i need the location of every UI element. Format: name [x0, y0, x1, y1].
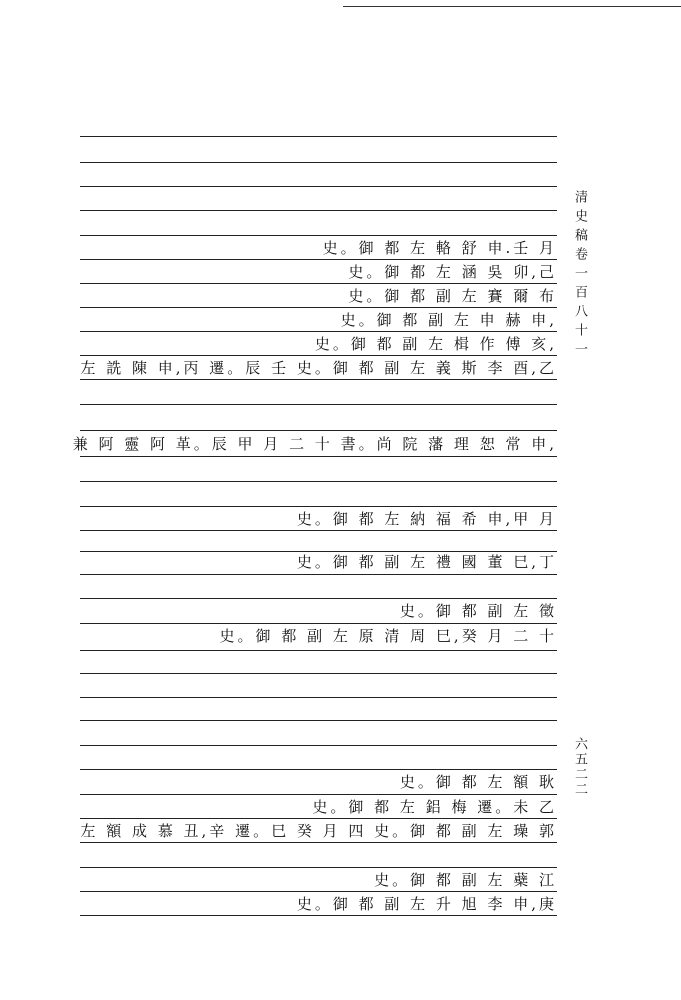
text-line: 史。御 都 副 左 賽 爾 布	[348, 287, 557, 305]
rule-line	[80, 430, 557, 431]
text-line: 史。御 都 副 左 禮 國 董 巳,丁	[296, 553, 557, 571]
rule-line	[80, 210, 557, 211]
rule-line	[80, 650, 557, 651]
rule-line	[80, 697, 557, 698]
text-line: 史。御 都 副 左 申 赫 申,	[340, 311, 557, 329]
rule-line	[80, 186, 557, 187]
text-line: 史。御 都 左 納 福 希 申,甲 月	[296, 510, 557, 528]
rule-line	[80, 574, 557, 575]
page-number: 六五二二	[572, 737, 587, 797]
text-line: 兼 阿 靈 阿 革。辰 甲 月 二 十 書。尚 院 藩 理 恕 常 申,	[72, 435, 557, 453]
rule-line	[80, 456, 557, 457]
rule-line	[80, 481, 557, 482]
text-line: 史。御 都 副 左 楫 作 傅 亥,	[314, 335, 557, 353]
rule-line	[80, 720, 557, 721]
rule-line	[80, 404, 557, 405]
text-line: 史。御 都 左 額 耿	[399, 773, 557, 791]
rule-line	[80, 745, 557, 746]
text-line: 左 詵 陳 申,丙 遷。辰 壬 史。御 都 副 左 義 斯 李 酉,乙	[80, 359, 557, 377]
text-line: 左 額 成 慕 丑,辛 遷。巳 癸 月 四 史。御 都 副 左 璪 郭	[80, 822, 557, 840]
top-border-line	[343, 6, 681, 7]
text-line: 史。御 都 左 輅 舒 申.壬 月	[322, 239, 557, 257]
text-line: 史。御 都 左 鋁 梅 遷。未 乙	[312, 798, 557, 816]
rule-line	[80, 673, 557, 674]
rule-line	[80, 136, 557, 137]
text-line: 史。御 都 副 左 原 清 周 巳,癸 月 二 十	[219, 627, 557, 645]
rule-line	[80, 162, 557, 163]
text-line: 史。御 都 副 左 徵	[399, 602, 557, 620]
text-line: 史。御 都 副 左 蘗 江	[374, 871, 557, 889]
running-title: 清史稿卷一百八十一	[572, 190, 587, 361]
text-line: 史。御 都 副 左 升 旭 李 申,庚	[296, 895, 557, 913]
text-line: 史。御 都 左 涵 吳 卯,己	[348, 263, 557, 281]
